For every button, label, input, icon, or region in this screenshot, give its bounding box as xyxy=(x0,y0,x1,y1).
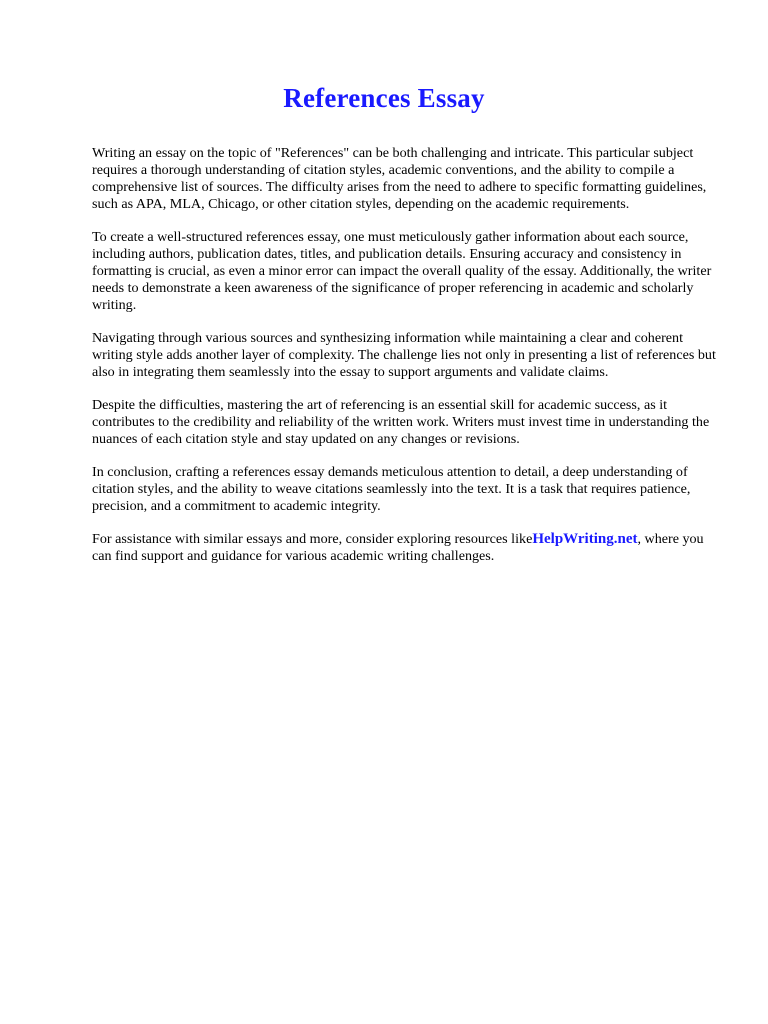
paragraph-complexity: Navigating through various sources and synthesizing information while maintaining a clear and coherent writing style adds another layer of complexity. The challenge lies not only in presenting a list of references but also in integrating them seamlessly into the essay to support arguments and validate claims. xyxy=(92,330,716,380)
document-body xyxy=(92,145,718,565)
paragraph-assistance xyxy=(92,531,718,565)
paragraph-conclusion: In conclusion, crafting a references essay demands meticulous attention to detail, a deep understanding of citation styles, and the ability to weave citations seamlessly into the text. It is a task that requires patience, precision, and a commitment to academic integrity. xyxy=(92,464,691,514)
paragraph-intro: Writing an essay on the topic of "References" can be both challenging and intricate. This particular subject requires a thorough understanding of citation styles, academic conventions, and the ability to compile a comprehensive list of sources. The difficulty arises from the need to adhere to specific formatting guidelines, such as APA, MLA, Chicago, or other citation styles, depending on the academic requirements. xyxy=(92,145,707,212)
assistance-text-before: For assistance with similar essays and more, consider exploring resources like xyxy=(92,531,533,547)
paragraph-difficulties: Despite the difficulties, mastering the art of referencing is an essential skill for academic success, as it contributes to the credibility and reliability of the written work. Writers must invest time in understanding the nuances of each citation style and stay updated on any changes or revisions. xyxy=(92,397,710,447)
assistance-text-after: , where you can find support and guidance for various academic writing challenges. xyxy=(92,531,704,564)
document-title: References Essay xyxy=(283,83,485,113)
helpwriting-link[interactable]: HelpWriting.net xyxy=(532,531,638,547)
paragraph-structure: To create a well-structured references essay, one must meticulously gather information about each source, including authors, publication dates, titles, and publication details. Ensuring accuracy and consistency in formatting is crucial, as even a minor error can impact the overall quality of the essay. Additionally, the writer needs to demonstrate a keen awareness of the significance of proper referencing in academic and scholarly writing. xyxy=(92,229,712,313)
